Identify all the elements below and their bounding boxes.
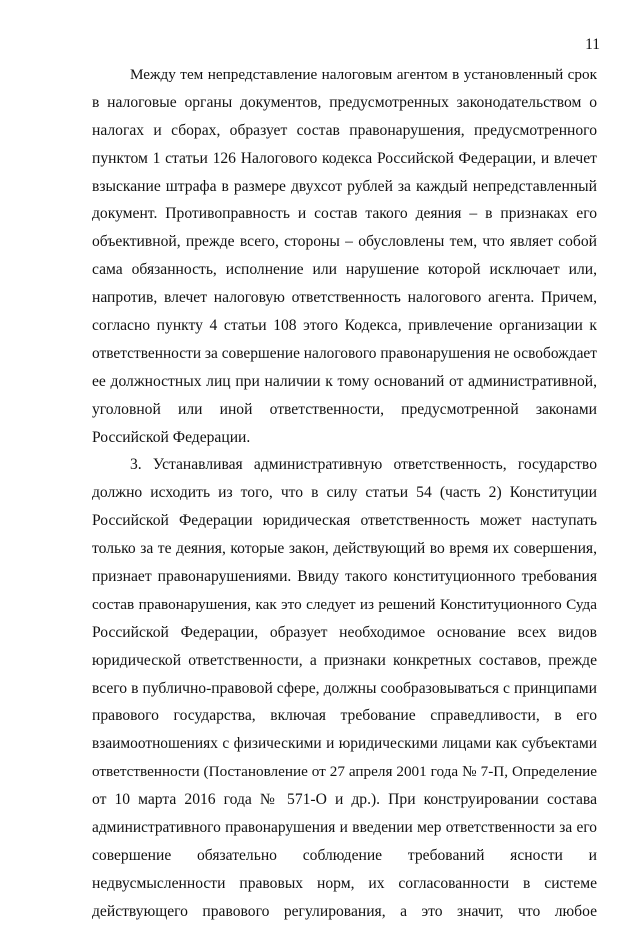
- paragraph-1: [92, 61, 597, 451]
- text-line: действующего правового регулирования, а это значит, что любое: [92, 902, 597, 920]
- text-line: взаимоотношениях с физическими и юридическими лицами как субъектами: [92, 735, 597, 753]
- text-line: пунктом 1 статьи 126 Налогового кодекса Российской Федерации, и влечет: [92, 149, 597, 167]
- text-line: юридической ответственности, а признаки конкретных составов, прежде: [92, 651, 597, 669]
- text-line: недвусмысленности правовых норм, их согласованности в системе: [92, 874, 597, 892]
- paragraph-2: [92, 451, 597, 925]
- text-line: напротив, влечет налоговую ответственность налогового агента. Причем,: [92, 289, 597, 307]
- text-line: сама обязанность, исполнение или нарушение которой исключает или,: [92, 261, 597, 279]
- text-line: объективной, прежде всего, стороны – обусловлены тем, что являет собой: [92, 233, 597, 251]
- text-line: ответственности за совершение налогового правонарушения не освобождает: [92, 344, 597, 362]
- text-line: Российской Федерации, образует необходимое основание всех видов: [92, 623, 597, 641]
- text-line: в налоговые органы документов, предусмотренных законодательством о: [92, 93, 597, 111]
- text-line: должно исходить из того, что в силу статьи 54 (часть 2) Конституции: [92, 484, 597, 502]
- text-line: всего в публично-правовой сфере, должны сообразовываться с принципами: [92, 679, 597, 697]
- text-line: документ. Противоправность и состав такого деяния – в признаках его: [92, 205, 597, 223]
- text-line: согласно пункту 4 статьи 108 этого Кодекса, привлечение организации к: [92, 317, 597, 335]
- text-line: Между тем непредставление налоговым агентом в установленный срок: [130, 66, 597, 83]
- text-line: 3. Устанавливая административную ответственность, государство: [130, 456, 597, 474]
- document-body: [92, 61, 597, 926]
- text-line: Российской Федерации юридическая ответственность может наступать: [92, 512, 597, 530]
- text-line: состав правонарушения, как это следует из решений Конституционного Суда: [92, 595, 597, 613]
- text-line: ее должностных лиц при наличии к тому оснований от административной,: [92, 372, 597, 390]
- text-line: правового государства, включая требование справедливости, в его: [92, 707, 597, 725]
- text-line: Российской Федерации.: [92, 428, 251, 446]
- text-line: признает правонарушениями. Ввиду такого конституционного требования: [92, 568, 597, 586]
- text-line: совершение обязательно соблюдение требований ясности и: [92, 846, 597, 864]
- text-line: от 10 марта 2016 года № 571-О и др.). При конструировании состава: [92, 791, 597, 809]
- page-number: 11: [585, 36, 600, 53]
- text-line: административного правонарушения и введении мер ответственности за его: [92, 819, 597, 837]
- text-line: взыскание штрафа в размере двухсот рублей за каждый непредставленный: [92, 177, 597, 195]
- text-line: только за те деяния, которые закон, действующий во время их совершения,: [92, 540, 597, 558]
- text-line: ответственности (Постановление от 27 апреля 2001 года № 7-П, Определение: [92, 763, 597, 781]
- text-line: налогах и сборах, образует состав правонарушения, предусмотренного: [92, 121, 597, 139]
- text-line: уголовной или иной ответственности, предусмотренной законами: [92, 400, 597, 418]
